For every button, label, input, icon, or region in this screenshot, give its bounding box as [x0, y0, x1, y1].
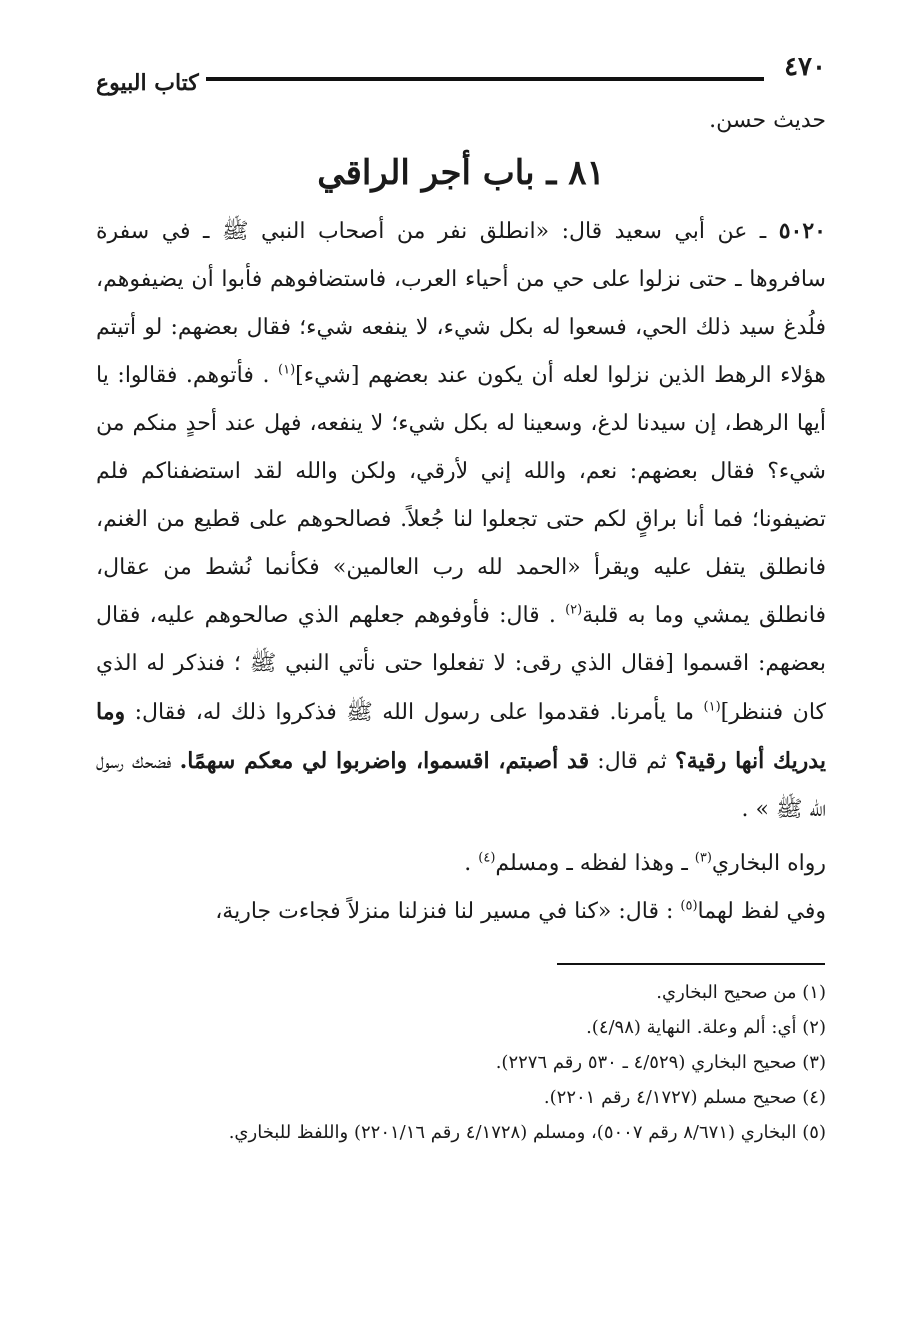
footnote-marker: (١): [703, 699, 721, 715]
narration-source: [96, 840, 826, 888]
narration-text: .: [464, 851, 479, 876]
footnote-marker: (٣): [694, 850, 712, 866]
hadith-text: ما يأمرنا. فقدموا على رسول الله ﷺ فذكروا ذلك له، فقال:: [125, 700, 704, 725]
narration-text: ـ وهذا لفظه ـ ومسلم: [495, 851, 695, 876]
footnote-5: (٥) البخاري (٨/٦٧١ رقم ٥٠٠٧)، ومسلم (٤/١٧٢٨ رقم ٢٢٠١/١٦) واللفظ للبخاري.: [228, 1122, 826, 1143]
hadith-text: . فأتوهم. فقالوا: يا أيها الرهط، إن سيدنا لدغ، وسعينا له بكل شيء؛ لا ينفعه، فهل عند أحدٍ منكم من شيء؟ فقال بعضهم: نعم، والله إني لأرقي، ولكن والله لقد استضفناكم فلم تضيفونا؛ فما أنا براقٍ لكم حتى تجعلوا لنا جُعلاً. فصالحوهم على قطيع من الغنم، فانطلق يتفل عليه ويقرأ «الحمد لله رب العالمين» فكأنما نُشط من عقال، فانطلق يمشي وما به قلبة: [96, 363, 827, 628]
prophet-quote: قد أصبتم، اقسموا، واضربوا لي معكم سهمًا.: [179, 748, 590, 774]
footnote-separator: [557, 963, 825, 965]
chapter-title: ٨١ ـ باب أجر الراقي: [317, 153, 605, 193]
hadith-number: ٥٠٢٠: [778, 218, 826, 244]
prophet-quote: وما يدريك أنها رقية؟: [96, 699, 826, 774]
hadith-paragraph: [96, 207, 826, 834]
alternate-wording-text: وفي لفظ لهما: [697, 899, 826, 924]
footnote-marker: (٥): [680, 898, 698, 914]
page-body: [96, 108, 826, 936]
footnote-3: (٣) صحيح البخاري (٤/٥٢٩ ـ ٥٣٠ رقم ٢٢٧٦).: [495, 1052, 826, 1073]
hadith-text: . قال: فأوفوهم جعلهم الذي صالحوهم عليه، فقال بعضهم: اقسموا [فقال الذي رقى: لا تفعلوا حتى نأتي النبي ﷺ ؛ فنذكر له الذي كان فننظر]: [96, 603, 826, 725]
page-header: [96, 52, 826, 96]
footnote-2: (٢) أي: ألم وعلة. النهاية (٤/٩٨).: [586, 1017, 826, 1038]
previous-hadith-grade: حديث حسن.: [709, 108, 826, 133]
footnote-marker: (٢): [565, 602, 583, 618]
hadith-text: ـ عن أبي سعيد قال: «انطلق نفر من أصحاب النبي ﷺ ـ في سفرة سافروها ـ حتى نزلوا على حي من أحياء العرب، فاستضافوهم فأبوا أن يضيفوهم، فلُدغ سيد ذلك الحي، فسعوا له بكل شيء، لا ينفعه شيء؛ فقال بعضهم: لو أتيتم هؤلاء الرهط الذين نزلوا لعله أن يكون عند بعضهم [شيء]: [96, 219, 826, 388]
footnotes: [96, 975, 826, 1150]
footnote-1: (١) من صحيح البخاري.: [656, 982, 826, 1003]
page-number: ٤٧٠: [784, 52, 826, 82]
hadith-text: فضحك رسول الله ﷺ » .: [96, 749, 826, 822]
footnote-4: (٤) صحيح مسلم (٤/١٧٢٧ رقم ٢٢٠١).: [543, 1087, 826, 1108]
alternate-wording-text: : قال: «كنا في مسير لنا فنزلنا منزلاً فجاءت جارية،: [215, 899, 681, 924]
narration-text: رواه البخاري: [711, 851, 826, 876]
header-rule: [206, 77, 764, 81]
footnote-marker: (٤): [478, 850, 496, 866]
running-title: كتاب البيوع: [96, 70, 199, 96]
hadith-text: ثم قال:: [589, 749, 676, 774]
alternate-wording: [96, 888, 826, 936]
footnote-marker: (١): [278, 362, 296, 378]
